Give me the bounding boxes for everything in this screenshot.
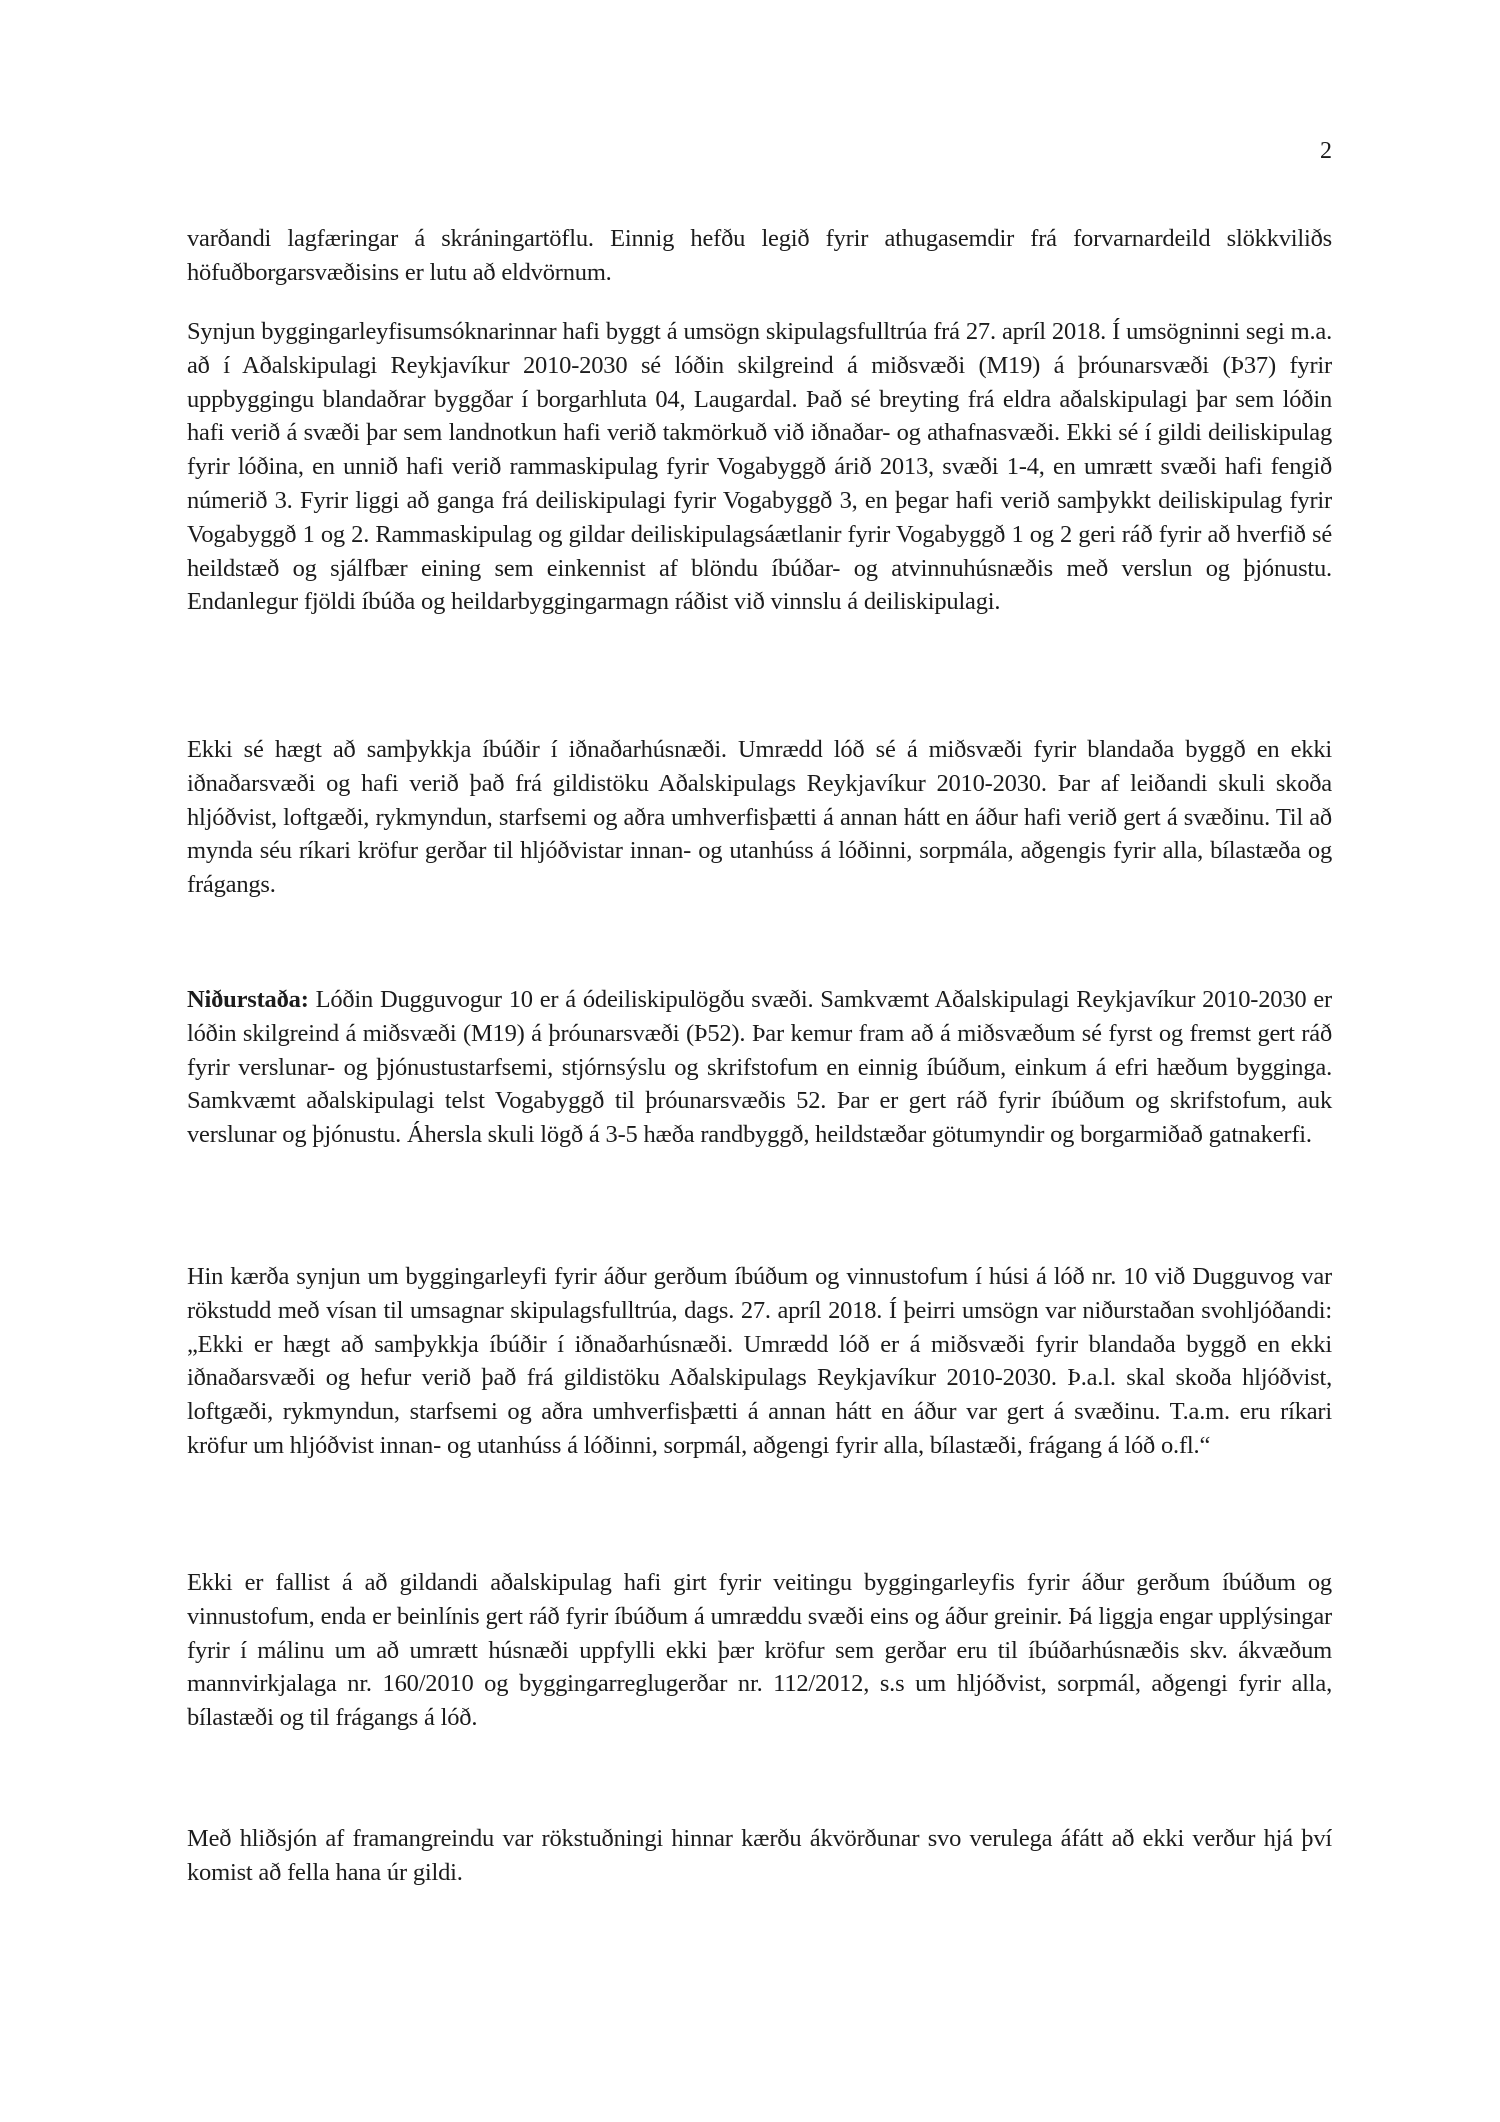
conclusion-heading: Niðurstaða: [187, 986, 309, 1013]
conclusion-text: Lóðin Dugguvogur 10 er á ódeiliskipulögðu svæði. Samkvæmt Aðalskipulagi Reykjavíkur 2010-2030 er lóðin skilgreind á miðsvæði (M19) á þróunarsvæði (Þ52). Þar kemur fram að á miðsvæðum sé fyrst og fremst gert ráð fyrir verslunar- og þjónustustarfsemi, stjórnsýslu og skrifstofum en einnig íbúðum, einkum á efri hæðum bygginga. Samkvæmt aðalskipulagi telst Vogabyggð til þróunarsvæðis 52. Þar er gert ráð fyrir íbúðum og skrifstofum, auk verslunar og þjónustu. Áhersla skuli lögð á 3-5 hæða randbyggð, heildstæðar götumyndir og borgarmiðað gatnakerfi. [187, 986, 1332, 1149]
page-number: 2 [1320, 138, 1332, 164]
paragraph-5: Hin kærða synjun um byggingarleyfi fyrir áður gerðum íbúðum og vinnustofum í húsi á lóð nr. 10 við Dugguvog var rökstudd með vísan til umsagnar skipulagsfulltrúa, dags. 27. apríl 2018. Í þeirri umsögn var niðurstaðan svohljóðandi: „Ekki er hægt að samþykkja íbúðir í iðnaðarhúsnæði. Umrædd lóð er á miðsvæði fyrir blandaða byggð en ekki iðnaðarsvæði og hefur verið það frá gildistöku Aðalskipulags Reykjavíkur 2010-2030. Þ.a.l. skal skoða hljóðvist, loftgæði, rykmyndun, starfsemi og aðra umhverfisþætti á annan hátt en áður var gert á svæðinu. T.a.m. eru ríkari kröfur um hljóðvist innan- og utanhúss á lóðinni, sorpmál, aðgengi fyrir alla, bílastæði, frágang á lóð o.fl.“ [187, 1263, 1332, 1459]
paragraph-1: varðandi lagfæringar á skráningartöflu. Einnig hefðu legið fyrir athugasemdir frá forvarnardeild slökkviliðs höfuðborgarsvæðisins er lutu að eldvörnum. [187, 225, 1332, 286]
paragraph-2: Synjun byggingarleyfisumsóknarinnar hafi byggt á umsögn skipulagsfulltrúa frá 27. apríl 2018. Í umsögninni segi m.a. að í Aðalskipulagi Reykjavíkur 2010-2030 sé lóðin skilgreind á miðsvæði (M19) á þróunarsvæði (Þ37) fyrir uppbyggingu blandaðrar byggðar í borgarhluta 04, Laugardal. Það sé breyting frá eldra aðalskipulagi þar sem lóðin hafi verið á svæði þar sem landnotkun hafi verið takmörkuð við iðnaðar- og athafnasvæði. Ekki sé í gildi deiliskipulag fyrir lóðina, en unnið hafi verið rammaskipulag fyrir Vogabyggð árið 2013, svæði 1-4, en umrætt svæði hafi fengið númerið 3. Fyrir liggi að ganga frá deiliskipulagi fyrir Vogabyggð 3, en þegar hafi verið samþykkt deiliskipulag fyrir Vogabyggð 1 og 2. Rammaskipulag og gildar deiliskipulagsáætlanir fyrir Vogabyggð 1 og 2 geri ráð fyrir að hverfið sé heildstæð og sjálfbær eining sem einkennist af blöndu íbúðar- og atvinnuhúsnæðis með verslun og þjónustu. Endanlegur fjöldi íbúða og heildarbyggingarmagn ráðist við vinnslu á deiliskipulagi. [187, 318, 1332, 616]
paragraph-7: Með hliðsjón af framangreindu var rökstuðningi hinnar kærðu ákvörðunar svo verulega áfátt að ekki verður hjá því komist að fella hana úr gildi. [187, 1825, 1332, 1886]
paragraph-6: Ekki er fallist á að gildandi aðalskipulag hafi girt fyrir veitingu byggingarleyfis fyrir áður gerðum íbúðum og vinnustofum, enda er beinlínis gert ráð fyrir íbúðum á umræddu svæði eins og áður greinir. Þá liggja engar upplýsingar fyrir í málinu um að umrætt húsnæði uppfylli ekki þær kröfur sem gerðar eru til íbúðarhúsnæðis skv. ákvæðum mannvirkjalaga nr. 160/2010 og byggingarreglugerðar nr. 112/2012, s.s um hljóðvist, sorpmál, aðgengi fyrir alla, bílastæði og til frágangs á lóð. [187, 1569, 1332, 1732]
paragraph-conclusion [187, 983, 1332, 1152]
paragraph-3: Ekki sé hægt að samþykkja íbúðir í iðnaðarhúsnæði. Umrædd lóð sé á miðsvæði fyrir blandaða byggð en ekki iðnaðarsvæði og hafi verið það frá gildistöku Aðalskipulags Reykjavíkur 2010-2030. Þar af leiðandi skuli skoða hljóðvist, loftgæði, rykmyndun, starfsemi og aðra umhverfisþætti á annan hátt en áður hafi verið gert á svæðinu. Til að mynda séu ríkari kröfur gerðar til hljóðvistar innan- og utanhúss á lóðinni, sorpmála, aðgengis fyrir alla, bílastæða og frágangs. [187, 736, 1332, 899]
